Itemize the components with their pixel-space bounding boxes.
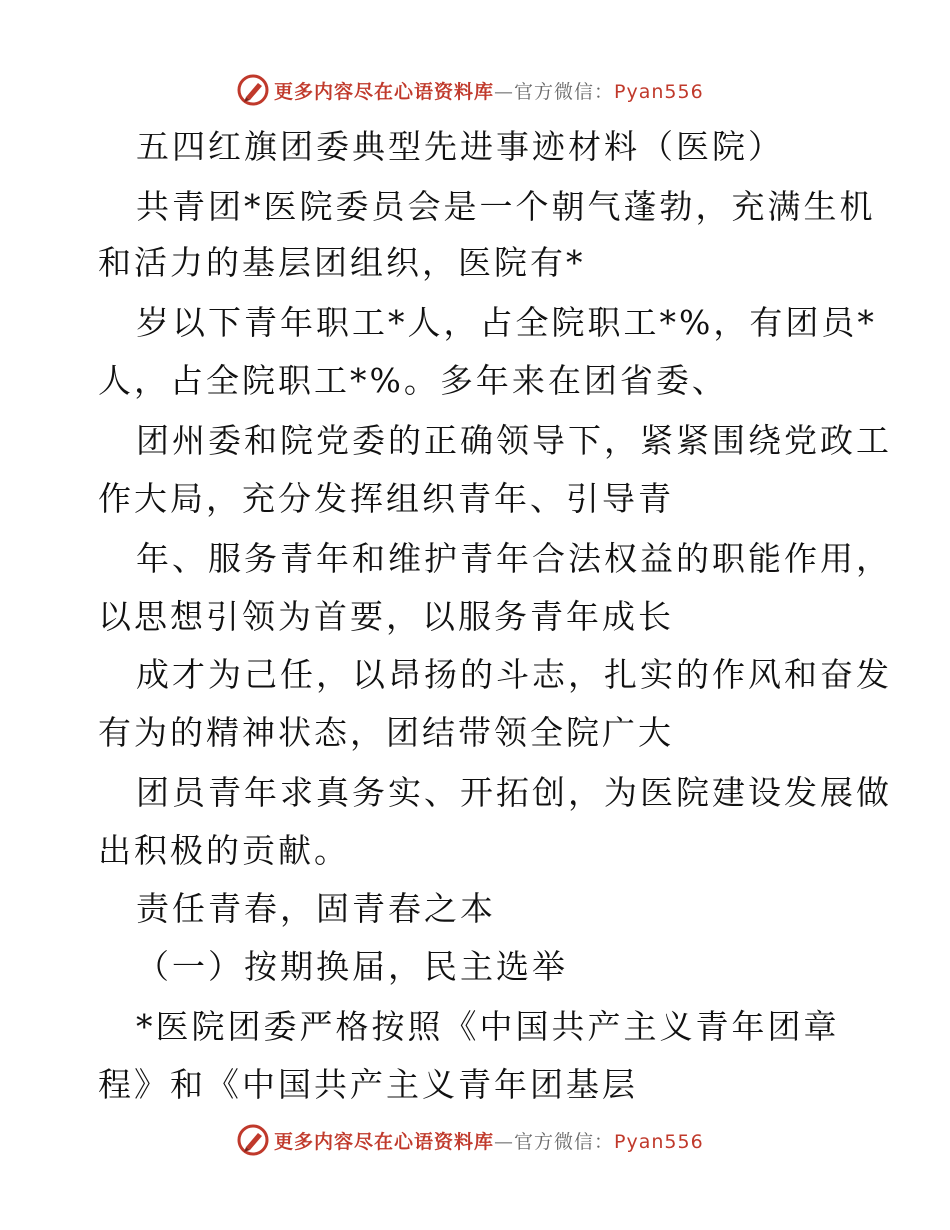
- header-watermark: [236, 72, 704, 108]
- footer-watermark: [236, 1122, 704, 1158]
- text-line: *医院团委严格按照《中国共产主义青年团章: [136, 1007, 840, 1046]
- text-line: 以思想引领为首要，以服务青年成长: [98, 597, 674, 636]
- text-line: 共青团*医院委员会是一个朝气蓬勃，充满生机: [136, 187, 876, 226]
- text-line: 程》和《中国共产主义青年团基层: [98, 1065, 638, 1104]
- text-line: 年、服务青年和维护青年合法权益的职能作用，: [136, 539, 892, 578]
- text-line: 有为的精神状态，团结带领全院广大: [98, 713, 674, 752]
- red-pen-logo-icon: [236, 73, 270, 107]
- red-pen-logo-icon: [236, 1123, 270, 1157]
- text-line: 出积极的贡献。: [98, 831, 350, 870]
- text-line: 人，占全院职工*%。多年来在团省委、: [98, 361, 728, 400]
- text-line: 作大局，充分发挥组织青年、引导青: [98, 479, 674, 518]
- document-title: 五四红旗团委典型先进事迹材料（医院）: [136, 127, 784, 166]
- section-heading: 责任青春，固青春之本: [136, 889, 496, 928]
- text-line: 成才为己任，以昂扬的斗志，扎实的作风和奋发: [136, 655, 892, 694]
- text-line: 和活力的基层团组织，医院有*: [98, 243, 586, 282]
- watermark-text: 更多内容尽在心语资料库—官方微信：Pyan556: [274, 80, 704, 103]
- text-line: 团员青年求真务实、开拓创，为医院建设发展做: [136, 773, 892, 812]
- text-line: 岁以下青年职工*人，占全院职工*%，有团员*: [136, 303, 877, 342]
- text-line: 团州委和院党委的正确领导下，紧紧围绕党政工: [136, 421, 892, 460]
- watermark-text: 更多内容尽在心语资料库—官方微信：Pyan556: [274, 1130, 704, 1153]
- subsection-heading: （一）按期换届，民主选举: [136, 947, 568, 986]
